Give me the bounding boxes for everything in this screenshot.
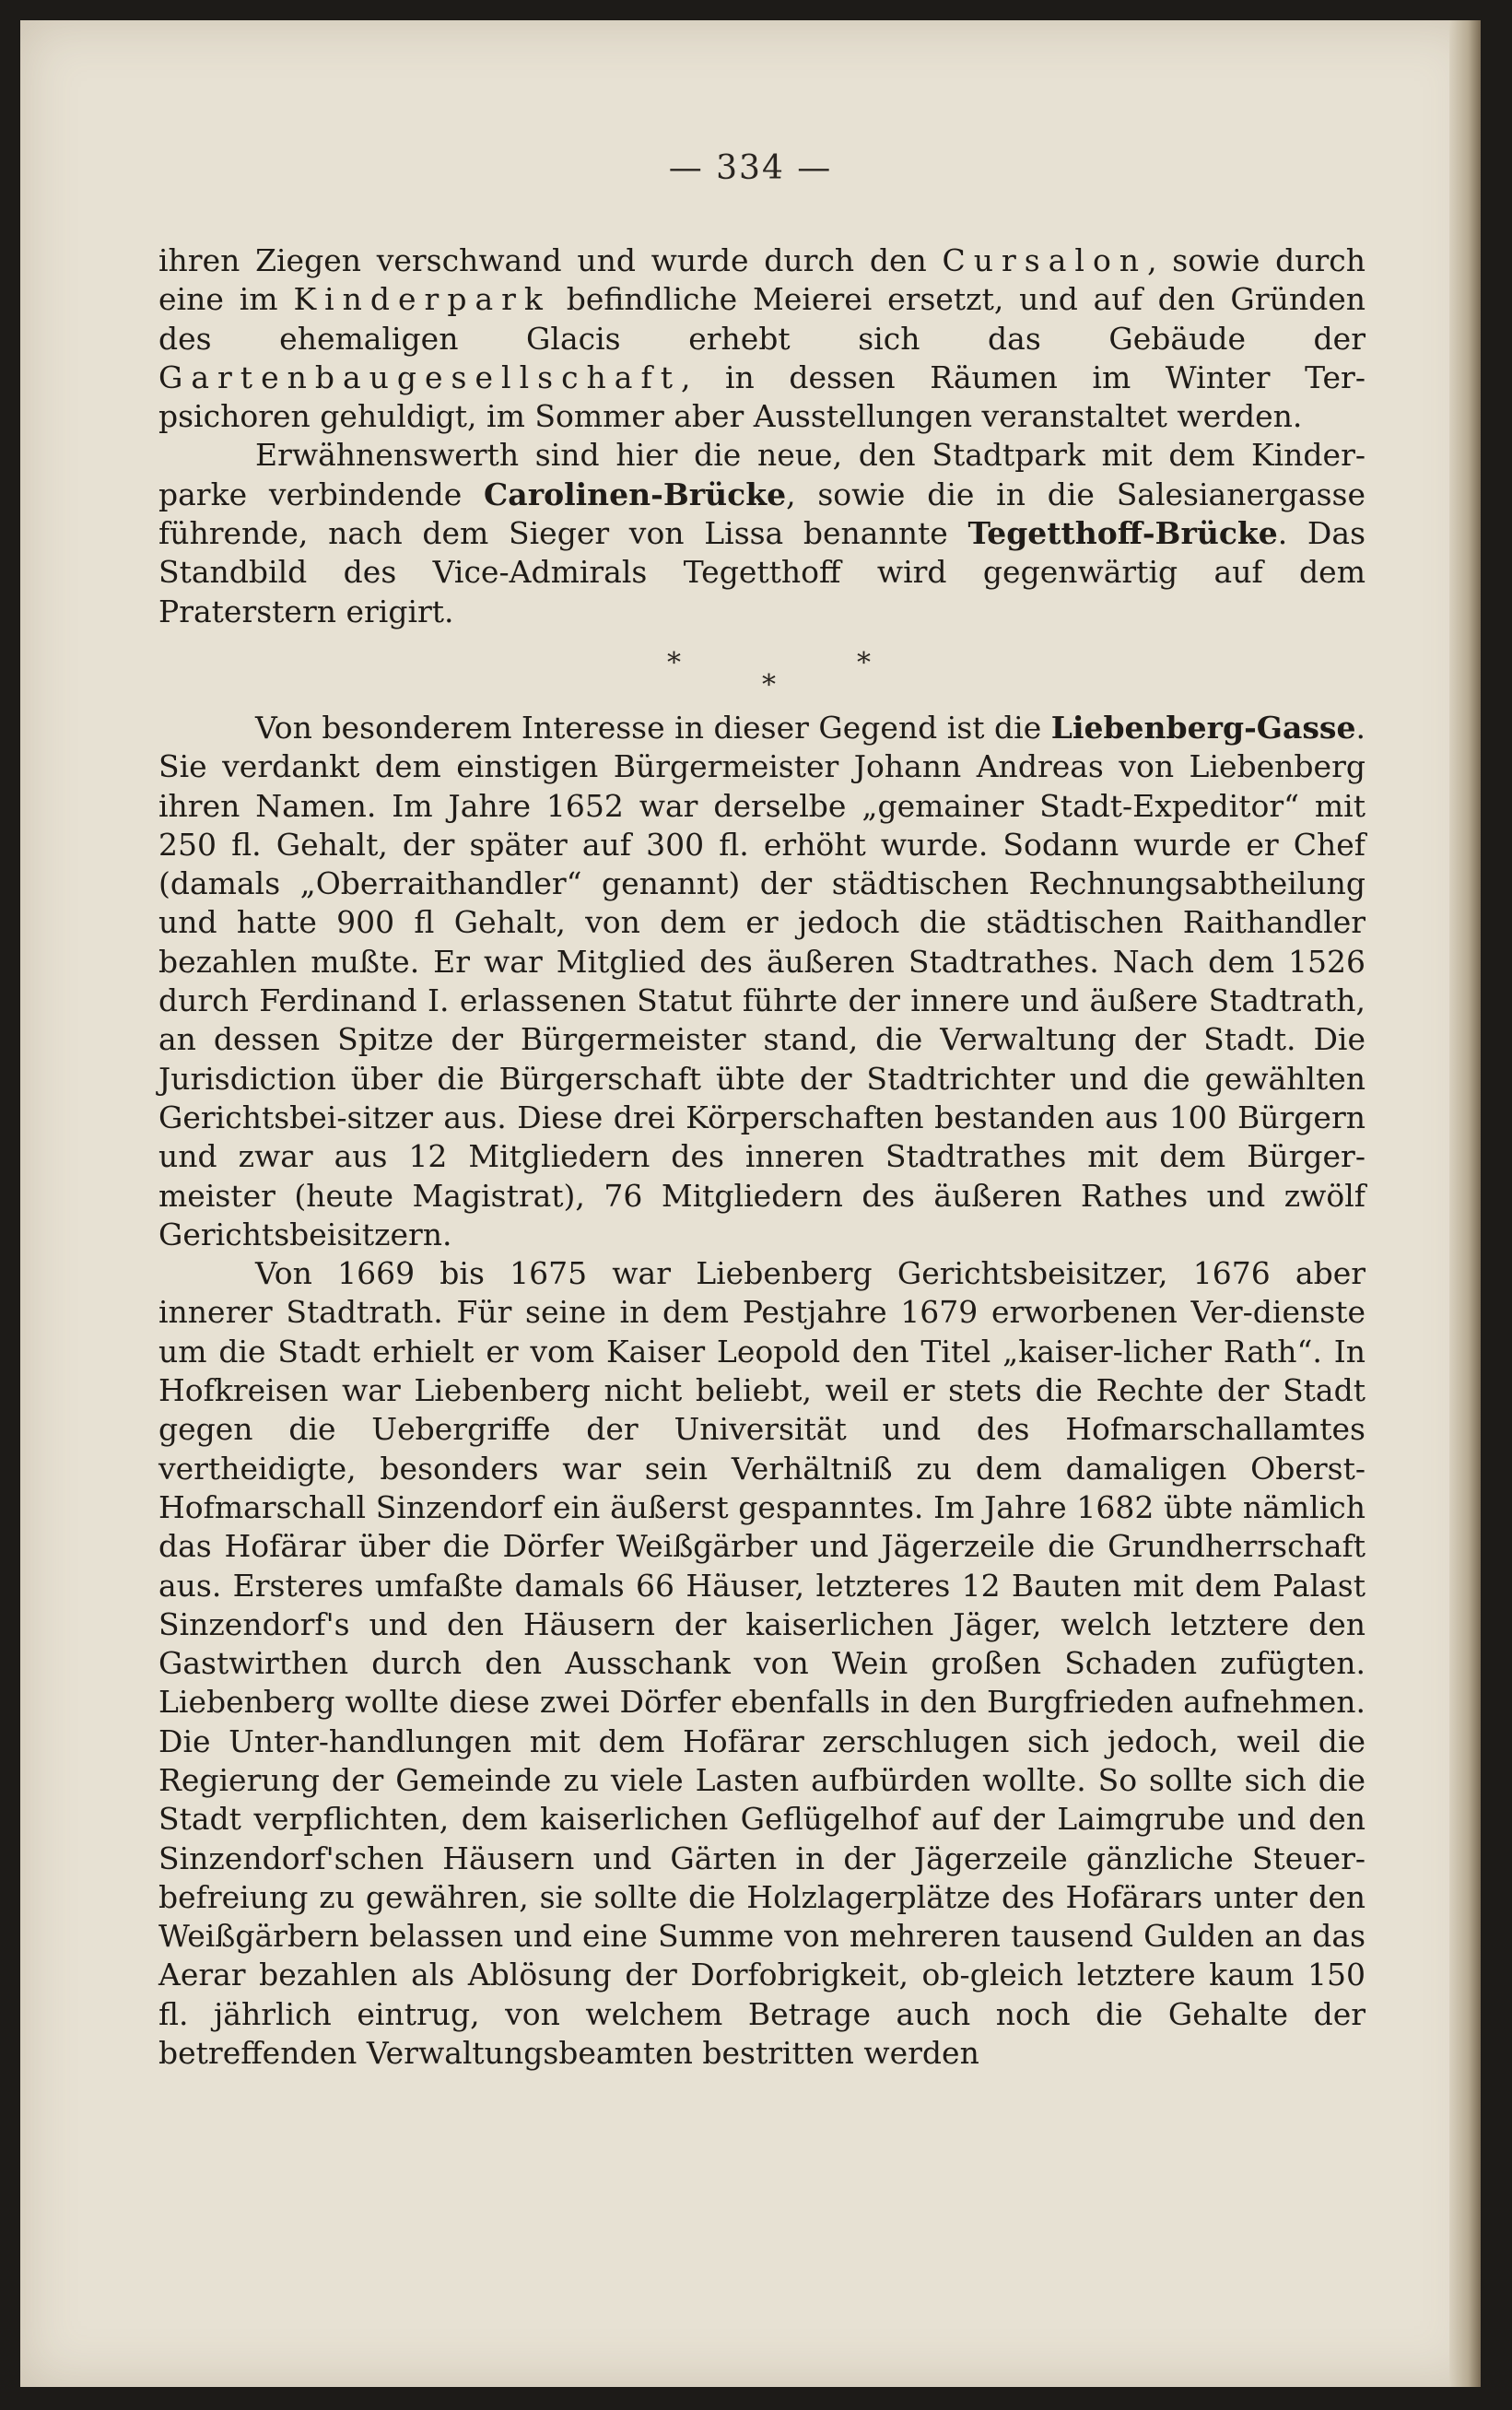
paragraph-bridges: Erwähnenswerth sind hier die neue, den Stadtpark mit dem Kinder-parke verbindende Carolinen-Brücke, sowie die in die Salesianergasse führende, nach dem Sieger von Lissa benannte Tegetthoff-Brücke. Das Standbild des Vice-Admirals Tegetthoff wird gegenwärtig auf dem Praterstern erigirt. [158,437,1365,629]
bold-term-liebenberg-gasse: Liebenberg-Gasse [1050,709,1356,746]
divider-star-center: * [762,668,776,701]
spaced-term-kinderpark: Kinderpark [293,281,551,318]
book-page [20,20,1481,2387]
paragraph-cursalon: ihren Ziegen verschwand und wurde durch den Cursalon, sowie durch eine im Kinderpark befindliche Meierei ersetzt, und auf den Gründen des ehemaligen Glacis erhebt sich das Gebäude der Gartenbaugesellschaft, in dessen Räumen im Winter Ter-psichoren gehuldigt, im Sommer aber Ausstellungen veranstaltet werden. [158,242,1365,435]
page-number: — 334 — [668,149,833,187]
body-text [158,241,1365,2073]
bold-term-carolinen-bruecke: Carolinen-Brücke [484,476,787,512]
spaced-term-cursalon: Cursalon [942,242,1148,278]
spaced-term-gartenbaugesellschaft: Gartenbaugesellschaft [158,359,681,395]
paragraph-liebenberg-gasse: Von besonderem Interesse in dieser Gegend ist die Liebenberg-Gasse. Sie verdankt dem einstigen Bürgermeister Johann Andreas von Liebenberg ihren Namen. Im Jahre 1652 war derselbe „gemainer Stadt-Expeditor“ mit 250 fl. Gehalt, der später auf 300 fl. erhöht wurde. Sodann wurde er Chef (damals „Oberraithandler“ genannt) der städtischen Rechnungsabtheilung und hatte 900 fl Gehalt, von dem er jedoch die städtischen Raithandler bezahlen mußte. Er war Mitglied des äußeren Stadtrathes. Nach dem 1526 durch Ferdinand I. erlassenen Statut führte der innere und äußere Stadtrath, an dessen Spitze der Bürgermeister stand, die Verwaltung der Stadt. Die Jurisdiction über die Bürgerschaft übte der Stadtrichter und die gewählten Gerichtsbei-sitzer aus. Diese drei Körperschaften bestanden aus 100 Bürgern und zwar aus 12 Mitgliedern des inneren Stadtrathes mit dem Bürger-meister (heute Magistrat), 76 Mitgliedern des äußeren Rathes und zwölf Gerichtsbeisitzern. [158,709,1365,1252]
paragraph-liebenberg-history: Von 1669 bis 1675 war Liebenberg Gerichtsbeisitzer, 1676 aber innerer Stadtrath. Für seine in dem Pestjahre 1679 erworbenen Ver-dienste um die Stadt erhielt er vom Kaiser Leopold den Titel „kaiser-licher Rath“. In Hofkreisen war Liebenberg nicht beliebt, weil er stets die Rechte der Stadt gegen die Uebergriffe der Universität und des Hofmarschallamtes vertheidigte, besonders war sein Verhältniß zu dem damaligen Oberst-Hofmarschall Sinzendorf ein äußerst gespanntes. Im Jahre 1682 übte nämlich das Hofärar über die Dörfer Weißgärber und Jägerzeile die Grundherrschaft aus. Ersteres umfaßte damals 66 Häuser, letzteres 12 Bauten mit dem Palast Sinzendorf's und den Häusern der kaiserlichen Jäger, welch letztere den Gastwirthen durch den Ausschank von Wein großen Schaden zufügten. Liebenberg wollte diese zwei Dörfer ebenfalls in den Burgfrieden aufnehmen. Die Unter-handlungen mit dem Hofärar zerschlugen sich jedoch, weil die Regierung der Gemeinde zu viele Lasten aufbürden wollte. So sollte sich die Stadt verpflichten, dem kaiserlichen Geflügelhof auf der Laimgrube und den Sinzendorf'schen Häusern und Gärten in der Jägerzeile gänzliche Steuer-befreiung zu gewähren, sie sollte die Holzlagerplätze des Hofärars unter den Weißgärbern belassen und eine Summe von mehreren tausend Gulden an das Aerar bezahlen als Ablösung der Dorfobrigkeit, ob-gleich letztere kaum 150 fl. jährlich eintrug, von welchem Betrage auch noch die Gehalte der betreffenden Verwaltungsbeamten bestritten werden [158,1255,1365,2072]
section-divider [158,631,1365,709]
divider-star-right: * [857,646,871,679]
divider-star-left: * [667,646,681,679]
book-spine [1449,20,1481,2387]
bold-term-tegetthoff-bruecke: Tegetthoff-Brücke [967,515,1278,552]
